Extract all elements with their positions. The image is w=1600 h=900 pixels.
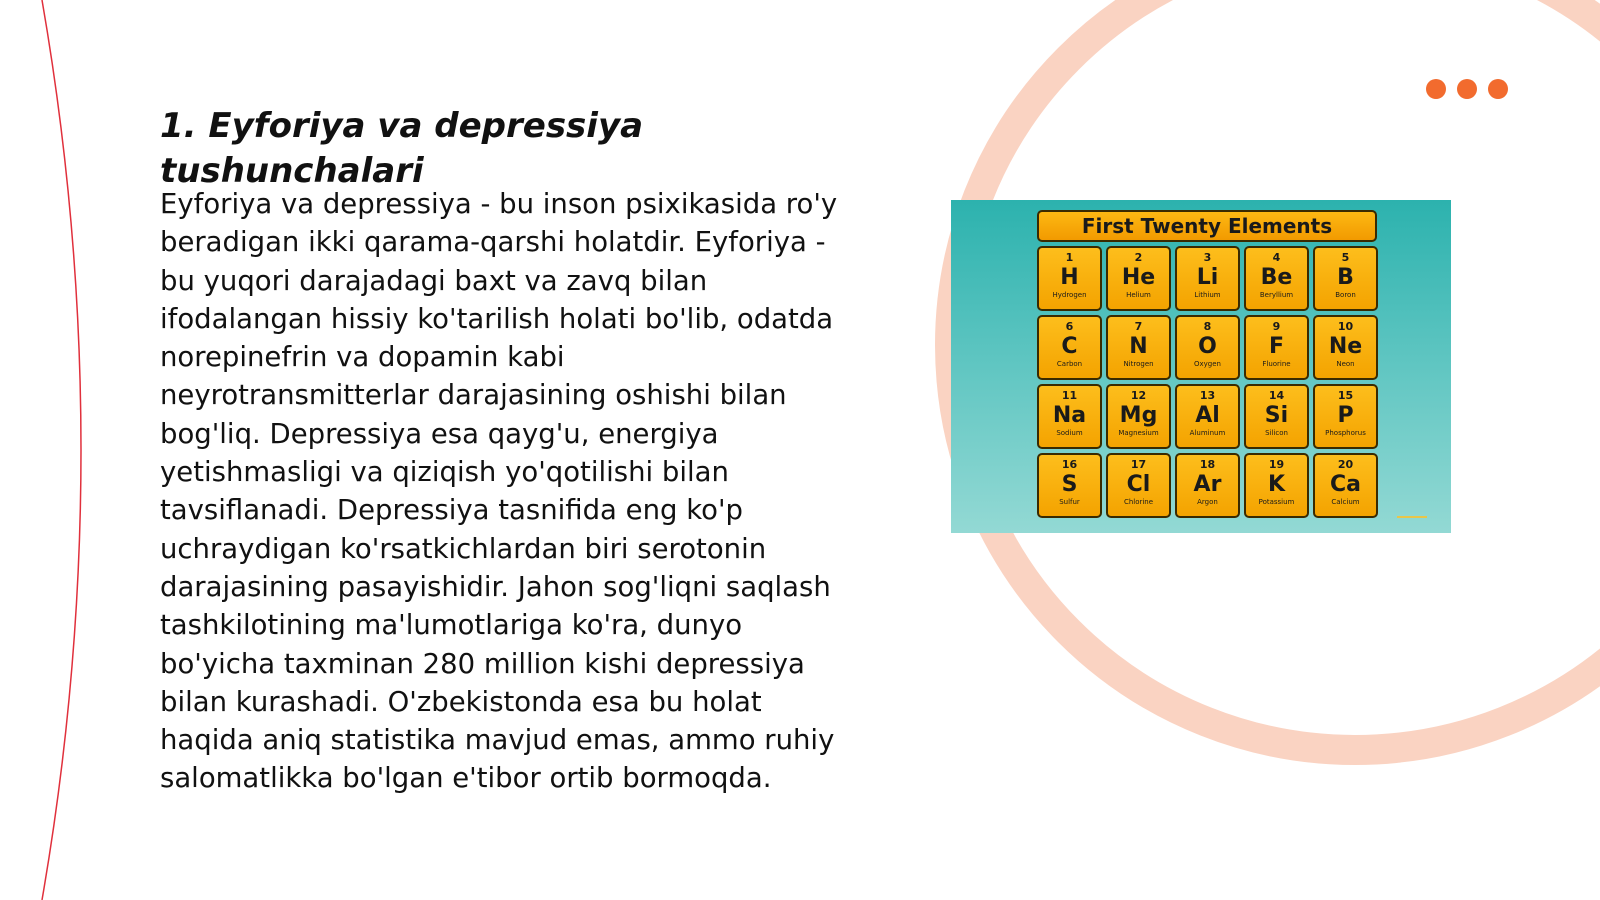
element-tile <box>1175 384 1240 449</box>
element-symbol: O <box>1198 334 1217 359</box>
element-tile <box>1037 453 1102 518</box>
element-number: 7 <box>1134 320 1143 333</box>
element-symbol: S <box>1061 472 1078 497</box>
element-name: Chlorine <box>1123 498 1154 506</box>
element-number: 1 <box>1065 251 1074 264</box>
element-symbol: N <box>1129 334 1148 359</box>
element-name: Beryllium <box>1259 291 1294 299</box>
element-symbol: Ar <box>1193 472 1222 497</box>
element-symbol: H <box>1060 265 1079 290</box>
element-symbol: Na <box>1052 403 1087 428</box>
element-number: 3 <box>1203 251 1212 264</box>
dot <box>1426 79 1446 99</box>
left-arc-line <box>42 0 81 900</box>
periodic-table-title: First Twenty Elements <box>1037 210 1377 242</box>
element-number: 9 <box>1272 320 1281 333</box>
element-number: 18 <box>1199 458 1216 471</box>
element-symbol: Be <box>1260 265 1293 290</box>
element-number: 8 <box>1203 320 1212 333</box>
element-symbol: C <box>1061 334 1078 359</box>
element-number: 4 <box>1272 251 1281 264</box>
periodic-table-image <box>951 200 1451 533</box>
element-tile <box>1175 246 1240 311</box>
element-tile <box>1313 384 1378 449</box>
element-number: 6 <box>1065 320 1074 333</box>
element-grid <box>1037 246 1378 518</box>
element-name: Carbon <box>1056 360 1083 368</box>
element-number: 17 <box>1130 458 1147 471</box>
element-symbol: P <box>1337 403 1354 428</box>
element-number: 5 <box>1341 251 1350 264</box>
slide-title: 1. Eyforiya va depressiya tushunchalari <box>160 106 644 191</box>
element-name: Hydrogen <box>1052 291 1087 299</box>
dot <box>1488 79 1508 99</box>
element-name: Fluorine <box>1262 360 1291 368</box>
element-name: Oxygen <box>1194 360 1221 368</box>
element-number: 15 <box>1337 389 1354 402</box>
ellipsis-dots-icon <box>1426 79 1508 99</box>
element-name: Potassium <box>1258 498 1295 506</box>
element-tile <box>1175 315 1240 380</box>
element-tile <box>1313 453 1378 518</box>
element-symbol: Mg <box>1119 403 1158 428</box>
element-symbol: K <box>1267 472 1286 497</box>
element-number: 14 <box>1268 389 1285 402</box>
element-symbol: Cl <box>1126 472 1151 497</box>
element-symbol: Si <box>1264 403 1289 428</box>
element-symbol: He <box>1121 265 1156 290</box>
element-tile <box>1037 246 1102 311</box>
element-tile <box>1244 315 1309 380</box>
element-symbol: Ne <box>1328 334 1363 359</box>
element-number: 19 <box>1268 458 1285 471</box>
watermark-line <box>1397 516 1427 518</box>
element-number: 20 <box>1337 458 1354 471</box>
element-name: Sodium <box>1056 429 1083 437</box>
element-tile <box>1244 453 1309 518</box>
element-number: 10 <box>1337 320 1354 333</box>
element-tile <box>1106 315 1171 380</box>
element-name: Neon <box>1336 360 1355 368</box>
element-number: 13 <box>1199 389 1216 402</box>
element-tile <box>1175 453 1240 518</box>
element-symbol: Li <box>1196 265 1219 290</box>
element-name: Argon <box>1197 498 1218 506</box>
element-number: 12 <box>1130 389 1147 402</box>
element-name: Lithium <box>1194 291 1221 299</box>
element-name: Magnesium <box>1118 429 1159 437</box>
element-tile <box>1106 453 1171 518</box>
element-tile <box>1037 315 1102 380</box>
element-tile <box>1313 246 1378 311</box>
element-number: 16 <box>1061 458 1078 471</box>
slide-body-text: Eyforiya va depressiya - bu inson psixikasida ro'y beradigan ikki qarama-qarshi holatdir. Eyforiya - bu yuqori darajadagi baxt va zavq bilan ifodalangan hissiy ko'tarilish holati bo'lib, odatda norepinefrin va dopamin kabi neyrotransmitterlar darajasining oshishi bilan bog'liq. Depressiya esa qayg'u, energiya yetishmasligi va qiziqish yo'qotilishi bilan tavsiflanadi. Depressiya tasnifida eng ko'p uchraydigan ko'rsatkichlardan biri serotonin darajasining pasayishidir. Jahon sog'liqni saqlash tashkilotining ma'lumotlariga ko'ra, dunyo bo'yicha taxminan 280 million kishi depressiya bilan kurashadi. O'zbekistonda esa bu holat haqida aniq statistika mavjud emas, ammo ruhiy salomatlikka bo'lgan e'tibor ortib bormoqda. <box>160 188 838 795</box>
element-tile <box>1106 384 1171 449</box>
element-symbol: B <box>1337 265 1354 290</box>
element-name: Silicon <box>1265 429 1288 437</box>
element-name: Helium <box>1126 291 1151 299</box>
element-tile <box>1313 315 1378 380</box>
element-tile <box>1244 246 1309 311</box>
element-name: Phosphorus <box>1325 429 1366 437</box>
element-name: Boron <box>1335 291 1356 299</box>
element-number: 11 <box>1061 389 1078 402</box>
dot <box>1457 79 1477 99</box>
element-tile <box>1106 246 1171 311</box>
element-name: Sulfur <box>1059 498 1080 506</box>
element-name: Nitrogen <box>1123 360 1154 368</box>
element-symbol: F <box>1268 334 1285 359</box>
element-name: Aluminum <box>1189 429 1226 437</box>
element-symbol: Al <box>1195 403 1220 428</box>
element-name: Calcium <box>1331 498 1360 506</box>
element-symbol: Ca <box>1330 472 1361 497</box>
element-number: 2 <box>1134 251 1143 264</box>
element-tile <box>1244 384 1309 449</box>
element-tile <box>1037 384 1102 449</box>
